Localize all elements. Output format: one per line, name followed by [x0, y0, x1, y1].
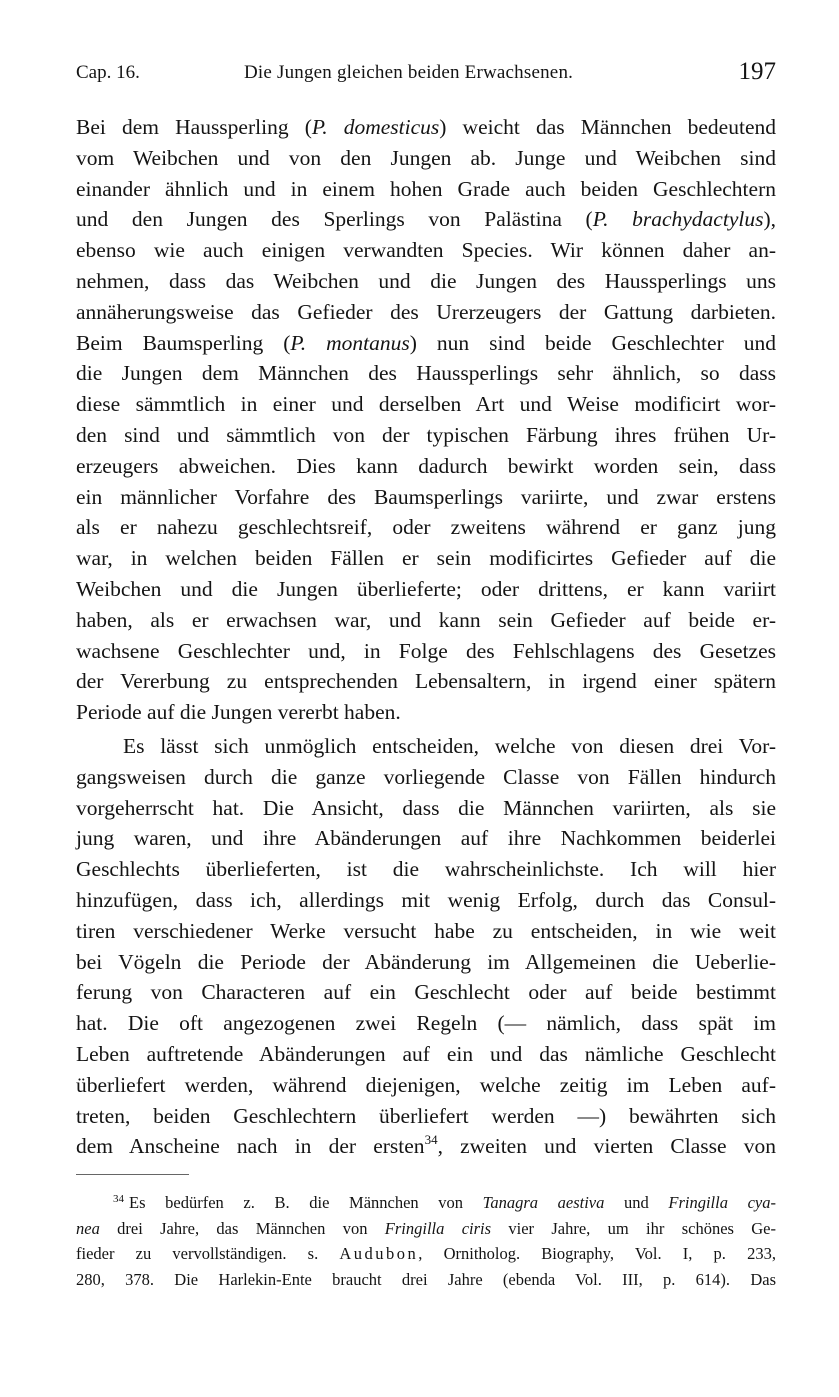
text-line: hat. Die oft angezogenen zwei Regeln (— nämlich, dass spät im: [76, 1011, 776, 1036]
text-line: Leben auftretende Abänderungen auf ein und das nämliche Geschlecht: [76, 1041, 776, 1066]
footnote-separator: [76, 1174, 189, 1175]
species-name: P. domesticus: [311, 115, 440, 139]
text-line: überliefert werden, während diejenigen, welche zeitig im Leben auf-: [76, 1072, 776, 1097]
footnote-line: nea drei Jahre, das Männchen von Fringilla ciris vier Jahre, um ihr schönes Ge-: [76, 1218, 776, 1238]
running-header: [76, 58, 776, 94]
text-line: nehmen, dass das Weibchen und die Jungen des Haussperlings uns: [76, 268, 776, 293]
text-line: vom Weibchen und von den Jungen ab. Junge und Weibchen sind: [76, 145, 776, 170]
species-name: nea: [76, 1218, 100, 1238]
text-line: jung waren, und ihre Abänderungen auf ihre Nachkommen beiderlei: [76, 826, 776, 851]
text-line: die Jungen dem Männchen des Haussperlings sehr ähnlich, so dass: [76, 361, 776, 386]
text-line: Periode auf die Jungen vererbt haben.: [76, 700, 401, 725]
text-line: Weibchen und die Jungen überlieferte; oder drittens, er kann variirt: [76, 576, 776, 601]
species-name: Fringilla ciris: [384, 1218, 492, 1238]
text-line: der Vererbung zu entsprechenden Lebensaltern, in irgend einer spätern: [76, 669, 776, 694]
text-line: ein männlicher Vorfahre des Baumsperlings variirte, und zwar erstens: [76, 484, 776, 509]
footnote-line: fieder zu vervollständigen. s. Audubon, Ornitholog. Biography, Vol. I, p. 233,: [76, 1244, 776, 1263]
species-name: P. montanus: [290, 330, 410, 355]
text-line: Geschlechts überlieferten, ist die wahrscheinlichste. Ich will hier: [76, 857, 776, 882]
footnote-line: 280, 378. Die Harlekin-Ente braucht drei Jahre (ebenda Vol. III, p. 614). Das: [76, 1269, 776, 1289]
text-line: gangsweisen durch die ganze vorliegende Classe von Fällen hindurch: [76, 764, 776, 789]
footnote-line: $^{34}$ Es bedürfen z. B. die Männchen von Tanagra aestiva und Fringilla cya-: [113, 1193, 776, 1212]
species-name: Fringilla cya-: [668, 1193, 776, 1212]
page-number: 197: [738, 58, 776, 85]
text-line: Bei dem Haussperling (P. domesticus) weicht das Männchen bedeutend: [76, 115, 776, 139]
text-line: war, in welchen beiden Fällen er sein modificirtes Gefieder auf die: [76, 546, 776, 571]
text-line: ferung von Characteren auf ein Geschlecht oder auf beide bestimmt: [76, 980, 776, 1005]
text-line: vorgeherrscht hat. Die Ansicht, dass die Männchen variirten, als sie: [76, 795, 776, 820]
footnote-reference[interactable]: 34: [424, 1132, 438, 1148]
text-line: annäherungsweise das Gefieder des Urerzeugers der Gattung darbieten.: [76, 299, 776, 324]
text-line: einander ähnlich und in einem hohen Grade auch beiden Geschlechtern: [76, 176, 776, 201]
footnote-34: [76, 1190, 776, 1292]
text-line: haben, als er erwachsen war, und kann sein Gefieder auf beide er-: [76, 607, 776, 632]
footnote-marker: 34: [113, 1193, 124, 1205]
text-line: ebenso wie auch einigen verwandten Species. Wir können daher an-: [76, 238, 776, 263]
paragraph-1: [76, 112, 776, 728]
paragraph-2: [76, 731, 776, 1162]
species-name: Tanagra aestiva: [482, 1193, 605, 1212]
text-line: tiren verschiedener Werke versucht habe zu entscheiden, in wie weit: [76, 918, 776, 943]
text-line: Es lässt sich unmöglich entscheiden, welche von diesen drei Vor-: [123, 733, 776, 758]
text-line: als er nahezu geschlechtsreif, oder zweitens während er ganz jung: [76, 515, 776, 540]
main-text: [76, 112, 776, 1162]
text-line: erzeugers abweichen. Dies kann dadurch bewirkt worden sein, dass: [76, 453, 776, 478]
author-name: Audubon: [339, 1244, 419, 1263]
text-line: hinzufügen, dass ich, allerdings mit wenig Erfolg, durch das Consul-: [76, 887, 776, 912]
text-line: und den Jungen des Sperlings von Palästina (P. brachydactylus),: [76, 207, 776, 232]
text-line: bei Vögeln die Periode der Abänderung im Allgemeinen die Ueberlie-: [76, 949, 776, 974]
text-line: treten, beiden Geschlechtern überliefert werden —) bewährten sich: [76, 1103, 776, 1128]
chapter-label: Cap. 16.: [76, 62, 140, 83]
running-title: Die Jungen gleichen beiden Erwachsenen.: [244, 62, 574, 83]
text-line: dem Anscheine nach in der ersten$^{34}$, zweiten und vierten Classe von: [76, 1132, 776, 1159]
text-line: den sind und sämmtlich von der typischen Färbung ihres frühen Ur-: [76, 422, 776, 447]
text-line: Beim Baumsperling (P. montanus) nun sind beide Geschlechter und: [76, 330, 776, 355]
text-line: diese sämmtlich in einer und derselben Art und Weise modificirt wor-: [76, 392, 776, 417]
species-name: P. brachydactylus: [592, 207, 764, 232]
text-line: wachsene Geschlechter und, in Folge des Fehlschlagens des Gesetzes: [76, 638, 776, 663]
